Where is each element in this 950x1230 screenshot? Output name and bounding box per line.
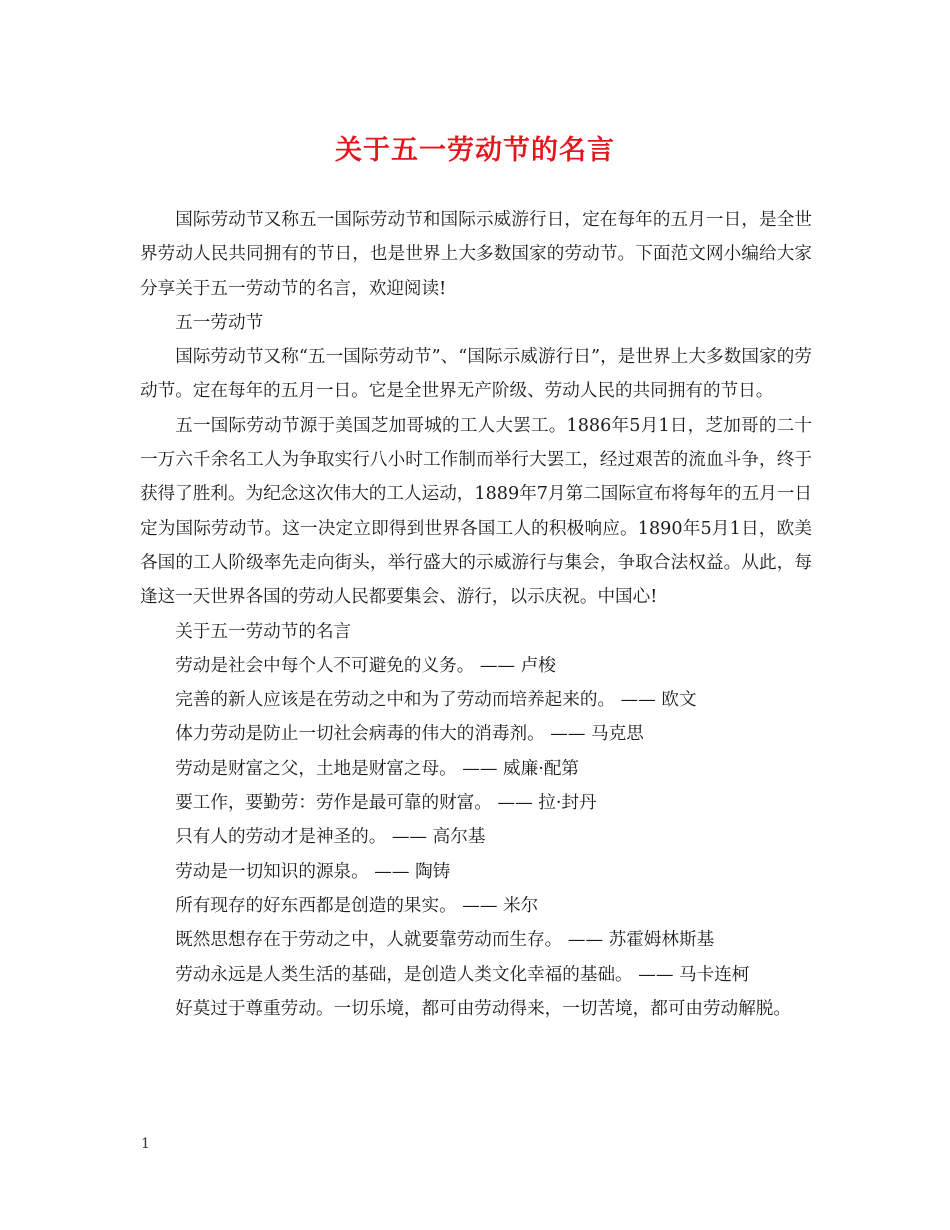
- quote-line: 只有人的劳动才是神圣的。 —— 高尔基: [175, 827, 486, 848]
- quote-line: 体力劳动是防止一切社会病毒的伟大的消毒剂。 —— 马克思: [175, 724, 644, 745]
- quote-line: 劳动永远是人类生活的基础，是创造人类文化幸福的基础。 —— 马卡连柯: [175, 964, 750, 985]
- quote-line: 要工作，要勤劳：劳作是最可靠的财富。 —— 拉·封丹: [175, 793, 597, 814]
- definition-paragraph: 国际劳动节又称“五一国际劳动节”、“国际示威游行日”，是世界上大多数国家的劳动节。定在每年的五月一日。它是全世界无产阶级、劳动人民的共同拥有的节日。: [140, 347, 812, 402]
- intro-paragraph: 国际劳动节又称五一国际劳动节和国际示威游行日，定在每年的五月一日，是全世界劳动人民共同拥有的节日，也是世界上大多数国家的劳动节。下面范文网小编给大家分享关于五一劳动节的名言，欢迎阅读!: [140, 210, 812, 299]
- quote-line: 劳动是社会中每个人不可避免的义务。 —— 卢梭: [175, 655, 556, 676]
- page-number: 1: [141, 1136, 150, 1152]
- quote-line: 既然思想存在于劳动之中，人就要靠劳动而生存。 —— 苏霍姆林斯基: [175, 930, 715, 951]
- quote-line: 所有现存的好东西都是创造的果实。 —— 米尔: [175, 895, 539, 916]
- quote-line: 劳动是财富之父，土地是财富之母。 —— 威廉·配第: [175, 758, 580, 779]
- quote-line: 好莫过于尊重劳动。一切乐境，都可由劳动得来，一切苦境，都可由劳动解脱。: [175, 998, 791, 1019]
- section-heading: 五一劳动节: [175, 312, 264, 333]
- document-title: 关于五一劳动节的名言: [335, 135, 615, 166]
- document-body: [140, 203, 812, 1026]
- quote-line: 劳动是一切知识的源泉。 —— 陶铸: [175, 861, 451, 882]
- history-paragraph: 五一国际劳动节源于美国芝加哥城的工人大罢工。1886年5月1日，芝加哥的二十一万六千余名工人为争取实行八小时工作制而举行大罢工，经过艰苦的流血斗争，终于获得了胜利。为纪念这次伟大的工人运动，1889年7月第二国际宣布将每年的五月一日定为国际劳动节。这一决定立即得到世界各国工人的积极响应。1890年5月1日，欧美各国的工人阶级率先走向街头，举行盛大的示威游行与集会，争取合法权益。从此，每逢这一天世界各国的劳动人民都要集会、游行，以示庆祝。中国心!: [140, 415, 812, 608]
- quote-line: 完善的新人应该是在劳动之中和为了劳动而培养起来的。 —— 欧文: [175, 690, 697, 711]
- quotes-heading: 关于五一劳动节的名言: [175, 621, 352, 642]
